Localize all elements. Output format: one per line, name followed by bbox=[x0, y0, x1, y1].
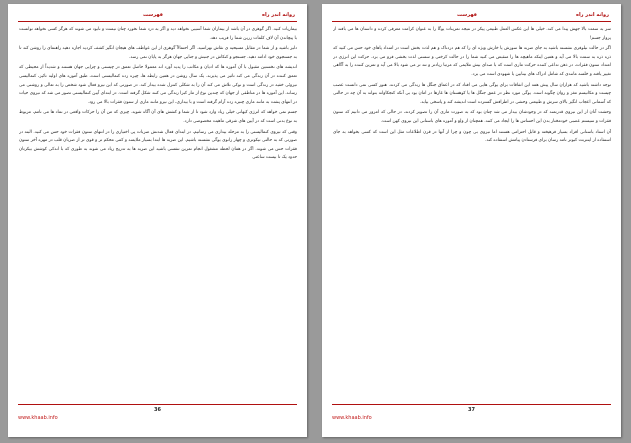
page-number: 37 bbox=[468, 407, 475, 413]
left-page bbox=[8, 4, 307, 437]
paragraph: دلیر باشید و از شما در مقابل مسیحیه ی نقاش نهراسید. اگر احتمالاً گوهری از این عواطف های هیجان انگیز کشف کردید اجازه دهید راهنمای را روشن کند تا به جستجوی خود ادامه دهید. جستجو و کنکاش در جنبش و جنایی جهان هرگز به پایان نمی رسد. bbox=[19, 46, 297, 60]
paragraph: بیماریات کنید. اگر گوهری در آن باشد از بیماران شما آسیبی نخواهد دید و اگر به درد شما نخورد چنان نیست و نابود می شوند که هرگز کسی نخواهد توانست با پیچاندن آن لاف کلمات زرین شما را فریب دهد. bbox=[19, 27, 297, 41]
page-body bbox=[19, 26, 297, 401]
paragraph: سر به سمت بالا جهش پیدا می کند. خیلی ها این عکس العمل طبیعی پیکر در نتیجه تمرینات یوگا را به عنوان کرامت معرفی کرده و داستان ها می بافند از پرواز جسم! bbox=[333, 27, 611, 41]
paragraph: جسم نمی خواهد که انرژی کیهانی خیلی زیاد وارد شود تا از شما و کشش های آن آگاه شوید. چیزی که من آن را حرکات واقعی در نماد ها می نامم، مربوط به نوع بدنی است که در آیین های شرقی ماهیت مخصوصی دارد. bbox=[19, 110, 297, 124]
page-footer bbox=[18, 404, 297, 419]
site-link[interactable]: www.khaab.info bbox=[18, 415, 58, 421]
paragraph: وقتی که نیروی کنمالیستی را به مرحله بیداری می رسانیم، در ابتدای فعال شدنش ضربات پی اختیاری را در انتهای ستون فقرات خود حس می کنید. البته در صورتی که به حالتی نیکوتری و چهار زانوی یوگی نشسته باشیم. این ضربه ها ابتدا بسیار ملایمند و کمی محکم تر و قوی تر از ضربان قلب در مهره آخر ستون فقرات حس می شوند. اگر در همان لحظه مشغول انجام تمرین تنفسی باشید این ضربه ها به تدریج زیاد می شوند به طوری که با اندکی کوشش بیکرتان حدود یک تا بیست ساعتی bbox=[19, 129, 297, 161]
page-footer bbox=[332, 404, 611, 419]
paragraph: وحشت آنان از این نیروی قدرتمند که در وجودشان بیدار می شد چنان بود که به صورت ماری آن را تصویر کردند، در حالی که امروز می دانیم که ستون فقرات و سیستم عصبی خودمختار بدن این احساس ها را ایجاد می کنند. همچنان از ولع و آموزه های باستانی این نیروی کهن است. bbox=[333, 110, 611, 124]
paragraph: اندیشه های نخستین مقبول با آن آموزه ها که ادیان و مکاتب را پدید آورد اند معمولا حاصل تعمق در چیستی و چرایی جهان هستند و شدیداً از محیطی که تعمق کننده در آن زندگی می کند تاثیر می پذیرند. یک سال روشن در همین رابطه ها، چیره زده کنمالیستی است، طبق آموزه های اولیه تائیز، کنمالیسی نیروئی خفیه در زندگی است و نوکی تلاش می کند آن را به شکلی کنترل شده بیدار کند. در صورتی که این نیرو فعال شود شخص را به تعالی و روشنی می رساند. این آموزه ها در مناطقی از جهان که چندین نوع از مار کبرا زندگی می کنند شکل گرفته است. در ابتدای آیین کنمالیستی تصور می شد که نیروی حیات در انتهای پشت به مانند ماری چنبره زده آرام گرفته است و با بیداری، این نیرو مانند ماری از ستون فقرات بالا می رود. bbox=[19, 65, 297, 105]
paragraph: توجه داشته باشید که هزاران سال پیش همه این اتفاقات برای یوگی هایی می افتاد که در اعماق جنگل ها زندگی می کردند. هنوز کسی نمی دانست عصب چیست و مکانیسم مغز و روان چگونه است. یوگی مورد نظر در عمق جنگل ها یا کوهستان ها غارها در امان بود بی آنکه کنجکاوانه بتواند به آن چه در حالتی که آسمانی اعجاب انگیز بالای سرش و طبیعتی وحشی در اطرافش گسترده است اندیشه کند و پاسخی بیابد. bbox=[333, 82, 611, 105]
right-page bbox=[322, 4, 621, 437]
page-number: 36 bbox=[154, 407, 161, 413]
header-title: روانه اندر راه bbox=[262, 12, 295, 18]
site-link[interactable]: www.khaab.info bbox=[332, 415, 372, 421]
header-title: روانه اندر راه bbox=[576, 12, 609, 18]
header-chapter: فهرست bbox=[143, 12, 163, 18]
header-chapter: فهرست bbox=[457, 12, 477, 18]
paragraph: آن استاد باستانی افراد بسیار فرهیخته و قابل احترامی هستند اما نیروی بی چون و چرا از آنها در قرن اطلاعات مثل این است که کسی بخواهد به جای استفاده از اینترنت کبوتر نامه رسان برای فرستادن پیامش استفاده کند. bbox=[333, 129, 611, 144]
page-header bbox=[18, 11, 297, 22]
page-header bbox=[332, 11, 611, 22]
paragraph: اگر در حالت نیلوفری نشسته باشید به جای ضربه ها سوزش یا خارش ویژه ای را که هم دردناک و هم لذت بخش است در امتداد پاهای خود حس می کنید که ذره ذره به سمت بالا می آید و همین اینکه ماهیچه ها را منقبض می کنید شما را در حالت کرختی و سستی لذت بخشی فرو می برد. حرکت این انرژی در امتداد ستون فقرات، در ذهن تداعی کننده حرکت ماری است که با صدای بیش ملایمی که مرتبا زیادتر و تند تر می شود بالا می آید و تمرین کننده را به آگاهی تغییر یافته و خلسه مانندی که شامل ادراک های بینابین یا شهودی است می برد. bbox=[333, 46, 611, 77]
page-body bbox=[333, 26, 611, 401]
